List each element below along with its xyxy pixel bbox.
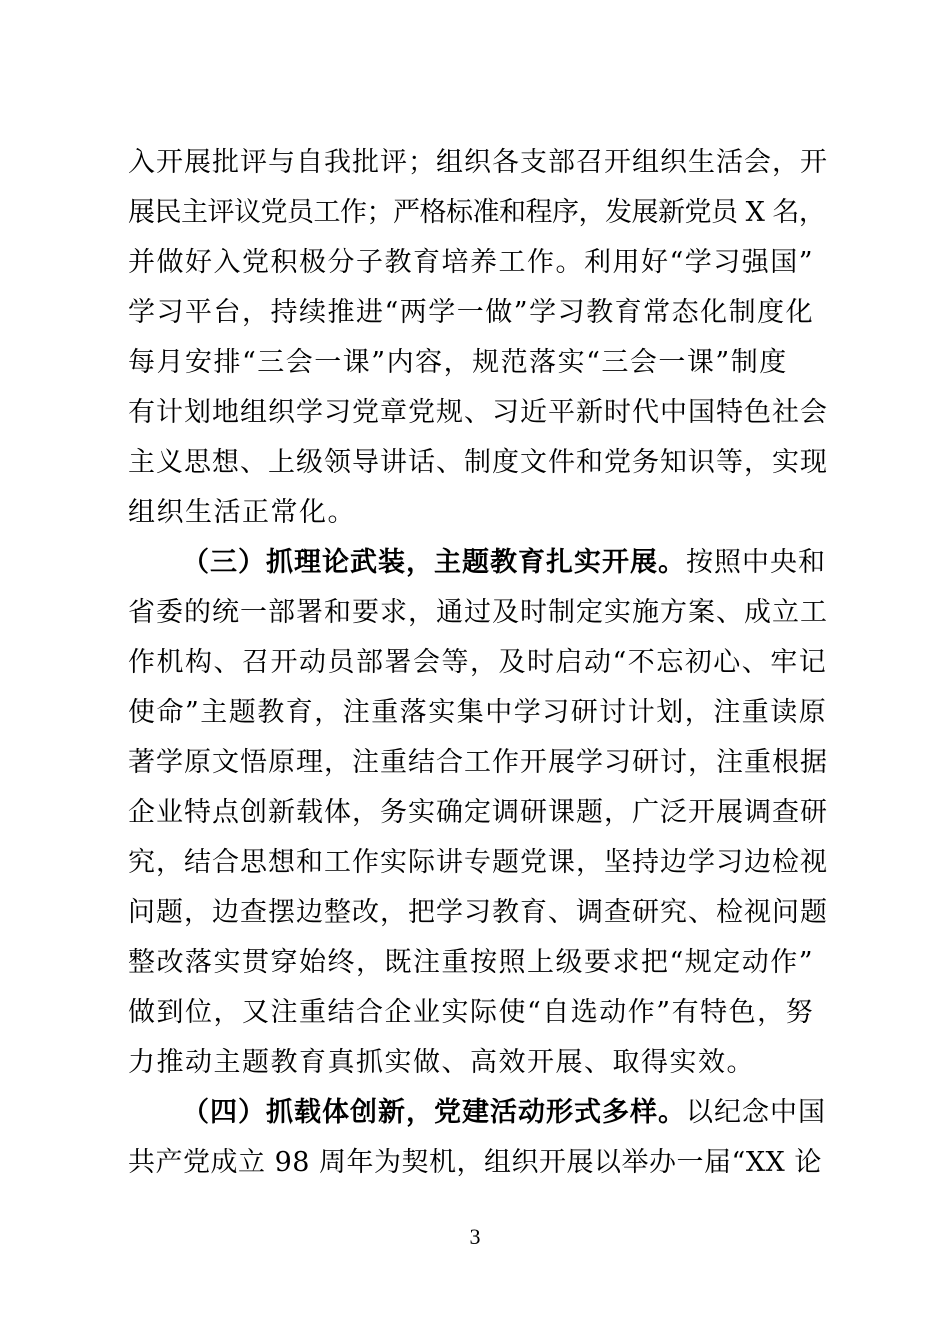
body-line: 力推动主题教育真抓实做、高效开展、取得实效。 bbox=[128, 1047, 755, 1078]
body-line: 企业特点创新载体，务实确定调研课题，广泛开展调查研 bbox=[128, 797, 828, 828]
body-line: 省委的统一部署和要求，通过及时制定实施方案、成立工 bbox=[128, 597, 828, 628]
body-line: 并做好入党积极分子教育培养工作。利用好“学习强国” bbox=[128, 247, 815, 278]
body-line: 展民主评议党员工作；严格标准和程序，发展新党员 X 名， bbox=[128, 197, 826, 228]
section-4-first-line bbox=[182, 1093, 828, 1133]
body-line: 有计划地组织学习党章党规、习近平新时代中国特色社会 bbox=[128, 397, 828, 428]
body-line: 著学原文悟原理，注重结合工作开展学习研讨，注重根据 bbox=[128, 747, 828, 778]
page-number: 3 bbox=[469, 1224, 481, 1249]
body-line: 作机构、召开动员部署会等，及时启动“不忘初心、牢记 bbox=[128, 647, 828, 678]
body-line: 共产党成立 98 周年为契机，组织开展以举办一届“XX 论 bbox=[128, 1147, 822, 1178]
body-line: 主义思想、上级领导讲话、制度文件和党务知识等，实现 bbox=[128, 447, 828, 478]
body-line: 问题，边查摆边整改，把学习教育、调查研究、检视问题 bbox=[128, 897, 828, 928]
body-line: 整改落实贯穿始终，既注重按照上级要求把“规定动作” bbox=[128, 947, 815, 978]
body-line: 入开展批评与自我批评；组织各支部召开组织生活会，开 bbox=[128, 147, 828, 178]
section-3-first-line bbox=[182, 543, 828, 583]
body-line: 每月安排“三会一课”内容，规范落实“三会一课”制度 bbox=[128, 347, 788, 378]
body-line: 组织生活正常化。 bbox=[128, 497, 356, 528]
section-4-heading: （四）抓载体创新，党建活动形式多样。 bbox=[182, 1097, 686, 1128]
section-4-first-line-rest: 以纪念中国 bbox=[686, 1097, 826, 1128]
section-3-heading: （三）抓理论武装，主题教育扎实开展。 bbox=[182, 547, 686, 578]
body-line: 做到位，又注重结合企业实际使“自选动作”有特色，努 bbox=[128, 997, 815, 1028]
body-line: 究，结合思想和工作实际讲专题党课，坚持边学习边检视 bbox=[128, 847, 828, 878]
section-3-first-line-rest: 按照中央和 bbox=[686, 547, 826, 578]
body-line: 使命”主题教育，注重落实集中学习研讨计划，注重读原 bbox=[128, 697, 828, 728]
body-line: 学习平台，持续推进“两学一做”学习教育常态化制度化 bbox=[128, 297, 815, 328]
